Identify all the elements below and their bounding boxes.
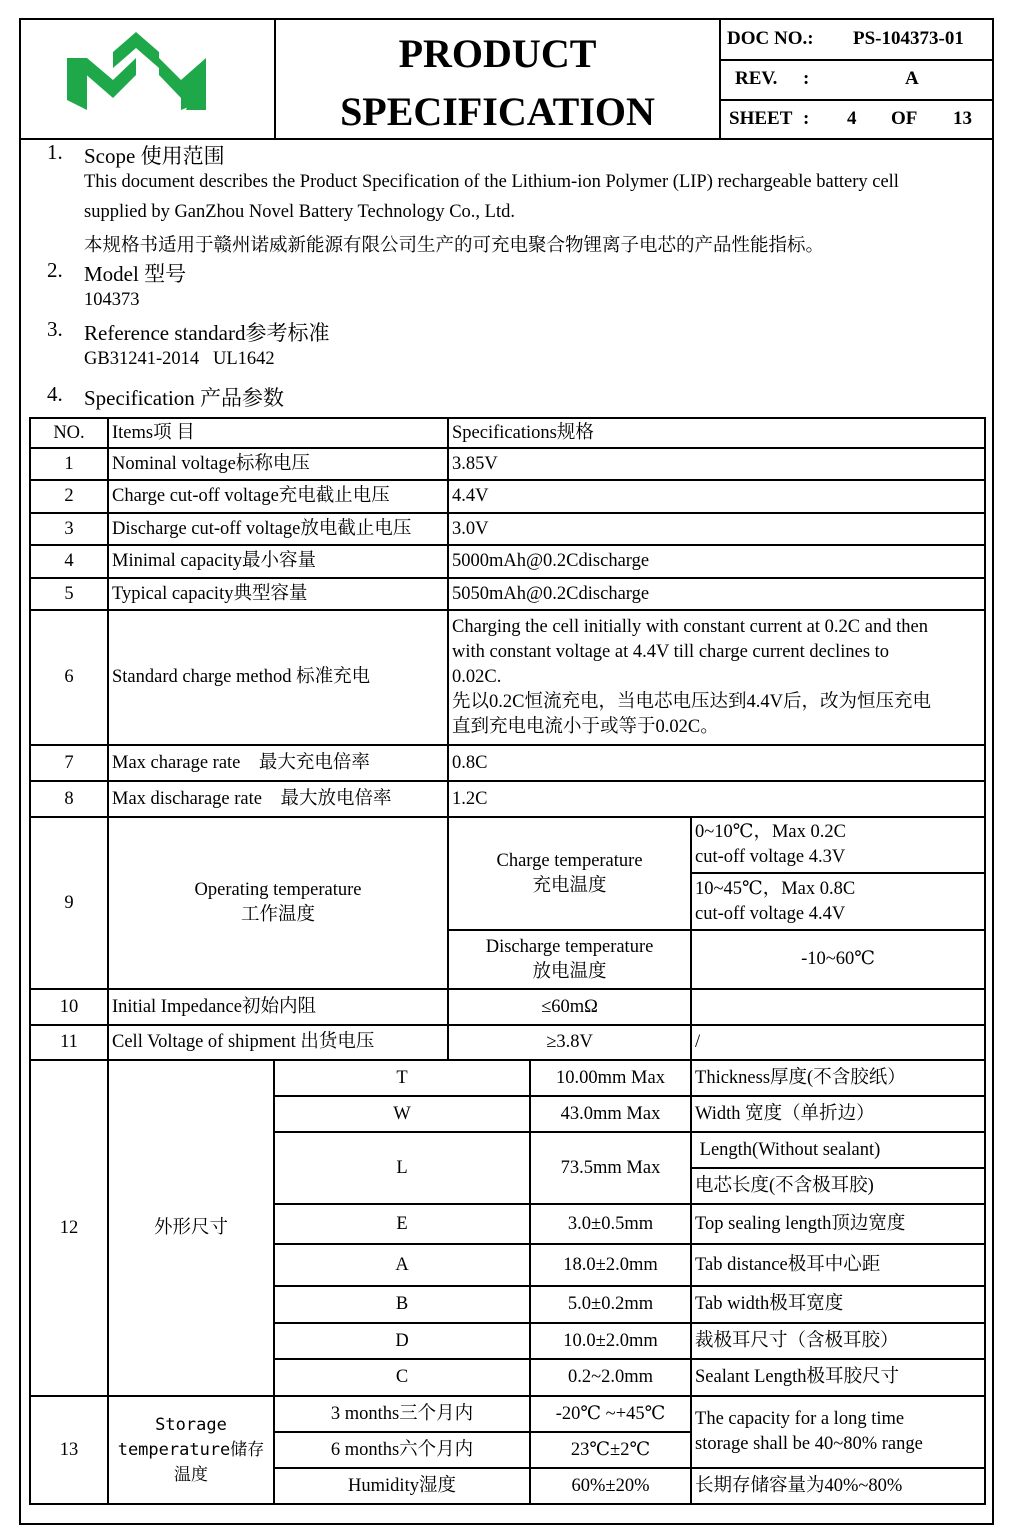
sheet-total: 13 [953, 108, 972, 129]
row-spec: 5000mAh@0.2Cdischarge [448, 545, 985, 578]
doc-info [721, 20, 992, 138]
document-header [21, 20, 992, 140]
dimension-symbol: C [274, 1359, 530, 1396]
storage-period: 3 months三个月内 [274, 1396, 530, 1432]
table-header-row [30, 418, 985, 448]
row-item: Initial Impedance初始内阻 [108, 989, 448, 1025]
table-row [30, 745, 985, 781]
row-item: Minimal capacity最小容量 [108, 545, 448, 578]
spec-line: 直到充电电流小于或等于0.02C。 [452, 717, 719, 737]
spec-line: with constant voltage at 4.4V till charge current declines to [452, 642, 890, 662]
row-note [691, 989, 985, 1025]
table-row [30, 1025, 985, 1060]
row-item: Typical capacity典型容量 [108, 578, 448, 610]
dimension-value: 3.0±0.5mm [530, 1204, 691, 1244]
row-item: Cell Voltage of shipment 出货电压 [108, 1025, 448, 1060]
note-line: storage shall be 40~80% range [695, 1434, 923, 1454]
section-2-number: 2. [47, 258, 63, 282]
dimension-description: 电芯长度(不含极耳胶) [691, 1168, 985, 1204]
sheet-colon: : [803, 108, 810, 129]
scope-line-3: 本规格书适用于赣州诺威新能源有限公司生产的可充电聚合物锂离子电芯的产品性能指标。 [84, 236, 825, 256]
storage-value: 60%±20% [530, 1468, 691, 1504]
condition-line: cut-off voltage 4.3V [695, 847, 846, 867]
title-line-1: PRODUCT [398, 31, 597, 76]
sheet-number: 4 [847, 108, 857, 129]
rev-colon: : [803, 68, 810, 89]
table-row [30, 578, 985, 610]
row-no: 12 [30, 1060, 108, 1396]
storage-note [691, 1396, 985, 1468]
row-spec: ≤60mΩ [448, 989, 691, 1025]
section-3-number: 3. [47, 317, 63, 341]
item-line: Operating temperature [194, 880, 362, 900]
row-no: 2 [30, 480, 108, 513]
dimension-description: Width 宽度（单折边） [691, 1096, 985, 1132]
table-row [30, 610, 985, 745]
row-item: 外形尺寸 [108, 1060, 274, 1396]
condition-line: cut-off voltage 4.4V [695, 903, 846, 924]
table-row [30, 480, 985, 513]
sheet-label: SHEET [729, 108, 793, 129]
dimension-description: Thickness厚度(不含胶纸） [691, 1060, 985, 1096]
row-no: 1 [30, 448, 108, 480]
section-4-number: 4. [47, 382, 63, 406]
storage-temperature-item [108, 1396, 274, 1504]
scope-line-1: This document describes the Product Specification of the Lithium-ion Polymer (LIP) rechargeable battery cell [84, 172, 899, 192]
row-note: / [691, 1025, 985, 1060]
condition-line: 10~45℃，Max 0.8C [695, 878, 856, 899]
dimension-description: Length(Without sealant) [691, 1132, 985, 1168]
item-line: temperature储存 [117, 1439, 265, 1460]
discharge-temperature-value: -10~60℃ [691, 930, 985, 989]
section-4-title: Specification 产品参数 [84, 386, 285, 410]
charge-condition-1 [691, 817, 985, 873]
row-item: Standard charge method 标准充电 [108, 610, 448, 745]
label-line: 放电温度 [532, 961, 607, 982]
dimension-value: 73.5mm Max [530, 1132, 691, 1204]
row-spec: 0.8C [448, 745, 985, 781]
dimension-description: Tab distance极耳中心距 [691, 1244, 985, 1286]
dimension-value: 18.0±2.0mm [530, 1244, 691, 1286]
storage-period: 6 months六个月内 [274, 1432, 530, 1468]
row-item: Discharge cut-off voltage放电截止电压 [108, 513, 448, 545]
section-2-title: Model 型号 [84, 262, 187, 286]
dimension-description: 裁极耳尺寸（含极耳胶） [691, 1323, 985, 1359]
note-line: The capacity for a long time [695, 1409, 905, 1429]
storage-note: 长期存储容量为40%~80% [691, 1468, 985, 1504]
sheet-of: OF [891, 108, 918, 129]
section-3-title: Reference standard参考标准 [84, 321, 330, 345]
model-value: 104373 [84, 290, 140, 310]
item-line: Storage [155, 1414, 227, 1435]
spec-line: 0.02C. [452, 667, 502, 687]
spec-line: Charging the cell initially with constant current at 0.2C and then [452, 617, 928, 637]
row-no: 6 [30, 610, 108, 745]
row-spec [448, 610, 985, 745]
reference-standards: GB31241-2014 UL1642 [84, 349, 275, 369]
header-specs: Specifications规格 [448, 418, 985, 448]
item-line: 工作温度 [241, 905, 316, 925]
row-item: Max discharage rate 最大放电倍率 [108, 781, 448, 817]
table-row [30, 817, 985, 873]
row-spec: 1.2C [448, 781, 985, 817]
label-line: Charge temperature [496, 850, 643, 871]
document-title [276, 20, 721, 138]
section-1-number: 1. [47, 140, 63, 164]
doc-no-value: PS-104373-01 [853, 28, 964, 49]
table-row [30, 448, 985, 480]
row-spec: 4.4V [448, 480, 985, 513]
row-item: Nominal voltage标称电压 [108, 448, 448, 480]
charge-condition-2 [691, 873, 985, 930]
dimension-value: 0.2~2.0mm [530, 1359, 691, 1396]
dimension-symbol: E [274, 1204, 530, 1244]
row-spec: 5050mAh@0.2Cdischarge [448, 578, 985, 610]
title-line-2: SPECIFICATION [340, 89, 655, 134]
dimension-description: Top sealing length顶边宽度 [691, 1204, 985, 1244]
doc-no-label: DOC NO.: [727, 28, 814, 49]
dimension-symbol: A [274, 1244, 530, 1286]
dimension-row [30, 1060, 985, 1096]
dimension-value: 10.00mm Max [530, 1060, 691, 1096]
row-item: Max charage rate 最大充电倍率 [108, 745, 448, 781]
storage-period: Humidity湿度 [274, 1468, 530, 1504]
row-no: 9 [30, 817, 108, 989]
rev-value: A [905, 68, 919, 89]
item-line: 温度 [174, 1464, 208, 1485]
row-no: 4 [30, 545, 108, 578]
dimension-description: Sealant Length极耳胶尺寸 [691, 1359, 985, 1396]
dimension-value: 43.0mm Max [530, 1096, 691, 1132]
dimension-symbol: L [274, 1132, 530, 1204]
section-1-title: Scope 使用范围 [84, 144, 225, 168]
specification-table [29, 417, 986, 1505]
rev-label: REV. [735, 68, 778, 89]
row-no: 5 [30, 578, 108, 610]
dimension-symbol: B [274, 1286, 530, 1323]
condition-line: 0~10℃，Max 0.2C [695, 822, 846, 842]
row-no: 3 [30, 513, 108, 545]
header-items: Items项 目 [108, 418, 448, 448]
spec-line: 先以0.2C恒流充电，当电芯电压达到4.4V后，改为恒压充电 [452, 692, 931, 712]
dimension-description: Tab width极耳宽度 [691, 1286, 985, 1323]
table-row [30, 989, 985, 1025]
operating-temperature-item [108, 817, 448, 989]
charge-temperature-label [448, 817, 691, 930]
rev-row [721, 60, 992, 101]
row-spec: ≥3.8V [448, 1025, 691, 1060]
row-spec: 3.85V [448, 448, 985, 480]
company-logo-icon [21, 20, 274, 138]
scope-line-2: supplied by GanZhou Novel Battery Technology Co., Ltd. [84, 202, 515, 222]
table-row [30, 545, 985, 578]
logo-cell [21, 20, 276, 138]
sheet-row [721, 100, 992, 139]
row-item: Charge cut-off voltage充电截止电压 [108, 480, 448, 513]
dimension-symbol: T [274, 1060, 530, 1096]
discharge-temperature-label [448, 930, 691, 989]
label-line: Discharge temperature [485, 936, 654, 957]
row-no: 10 [30, 989, 108, 1025]
doc-no-row [721, 20, 992, 61]
dimension-value: 5.0±0.2mm [530, 1286, 691, 1323]
table-row [30, 513, 985, 545]
table-row [30, 781, 985, 817]
dimension-symbol: W [274, 1096, 530, 1132]
dimension-value: 10.0±2.0mm [530, 1323, 691, 1359]
dimension-symbol: D [274, 1323, 530, 1359]
storage-value: 23℃±2℃ [530, 1432, 691, 1468]
row-no: 7 [30, 745, 108, 781]
storage-value: -20℃ ~+45℃ [530, 1396, 691, 1432]
storage-row [30, 1396, 985, 1432]
row-no: 13 [30, 1396, 108, 1504]
document-page [19, 18, 994, 1525]
row-no: 11 [30, 1025, 108, 1060]
row-no: 8 [30, 781, 108, 817]
header-no: NO. [30, 418, 108, 448]
label-line: 充电温度 [532, 875, 607, 896]
row-spec: 3.0V [448, 513, 985, 545]
